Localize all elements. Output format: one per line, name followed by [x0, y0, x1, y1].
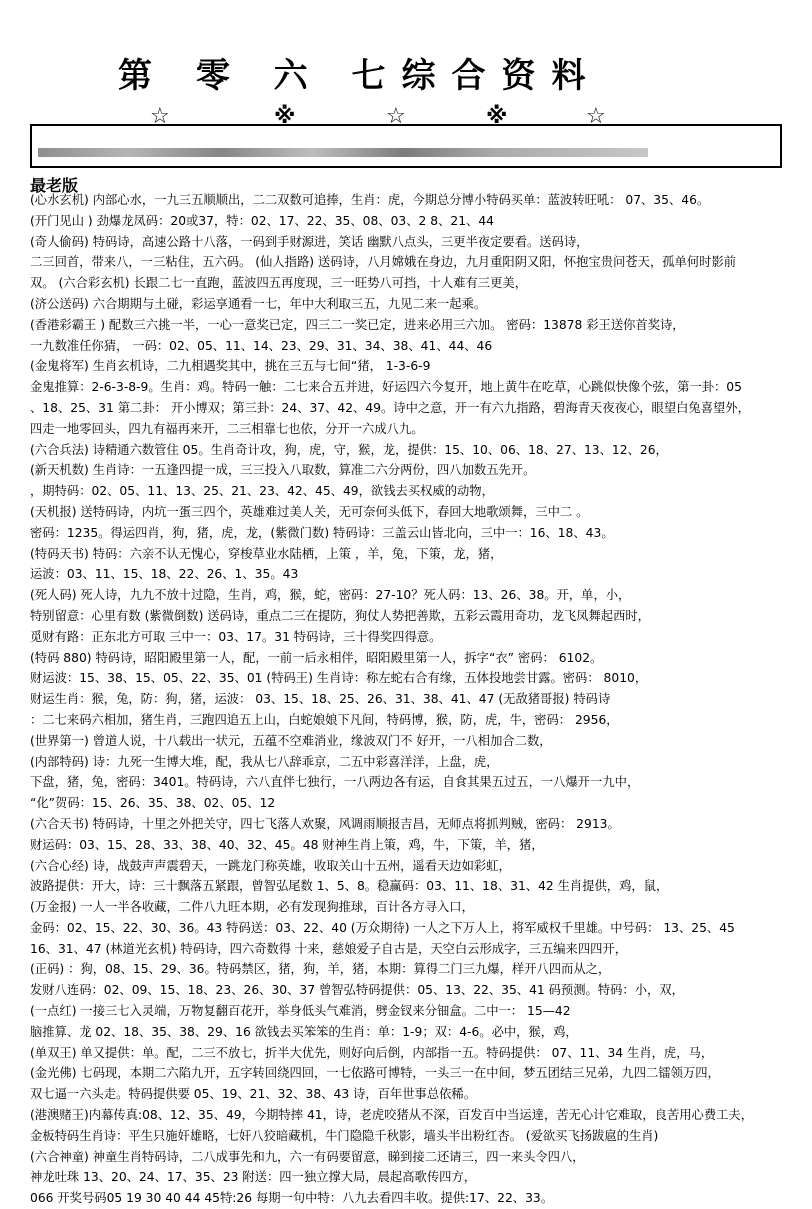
text-line: ：二七来码六相加，猪生肖，三跑四追五上山，白蛇娘娘下凡间，特码博，猴，防，虎，牛，密码： 2956，: [30, 712, 619, 727]
text-line: 发财八连码：02、09、15、18、23、26、30、37 曾智弘特码提供：05、13、22、35、41 码预测。特码：小，双，: [30, 983, 684, 998]
text-line: (金光佛) 七码现，本期二六陷九开，五字转回绕四回，一七依路可博特，一头三一在中间，梦五团结三兄弟，九四二镭领万四，: [30, 1066, 720, 1081]
text-line: 特别留意：心里有数 (紫微倒数) 送码诗，重点二三在提防，狗仗人势把善欺，五彩云霞用奇功，龙飞凤舞起西时，: [30, 608, 650, 623]
text-line: (特码 880) 特码诗，昭阳殿里第一人，配，一前一后永相伴，昭阳殿里第一人，拆字“衣” 密码： 6102。: [30, 650, 603, 665]
illegible-text-smear: [38, 148, 648, 157]
star-icon: ☆: [150, 104, 170, 129]
page-title: 第 零 六 七综合资料: [118, 56, 602, 96]
text-line: 运波：03、11、15、18、22、26、1、35。43: [30, 567, 299, 582]
text-line: (万金报) 一人一半各收藏，二件八九旺本期，必有发现狗推球，百计各方寻入口，: [30, 900, 474, 915]
text-line: (港澳赌王)内幕传真:08、12、35、49，今期特摔 41，诗，老虎咬猪从不深，百发百中当运達，苦无心计它难取，良苦用心费工夫，: [30, 1108, 754, 1123]
text-line: (六合心经) 诗，战鼓声声震碧天，一跳龙门称英雄，收取关山十五州，遥看天边如彩虹，: [30, 858, 511, 873]
text-line: 财运码：03、15、28、33、38、40、32、45。48 财神生肖上策，鸡，牛，下策，羊，猪，: [30, 837, 544, 852]
text-line: 双七逼一六头走。特码提供要 05、19、21、32、38、43 诗，百年世事总依稀。: [30, 1087, 477, 1102]
text-line: (特码天书) 特码：六亲不认无愧心，穿梭草业水陆栖，上策 ，羊，兔，下策，龙，猪，: [30, 546, 503, 561]
text-line: (新天机数) 生肖诗：一五逢四提一成，三三投入八取数，算准二六分两份，四八加数五先开。: [30, 463, 536, 478]
text-line: 四走一地零回头，四九有福再来开，二三相靠七也依，分开一六成八九。: [30, 421, 424, 436]
text-line: (六合天书) 特码诗，十里之外把关守，四七飞落人欢聚，风调雨顺报吉昌，无师点将抓判贼，密码： 2913。: [30, 816, 620, 831]
text-line: 金鬼推算：2-6-3-8-9。生肖：鸡。特码一触：二七来合五并进，好运四六今复开，地上黄牛在吃草，心跳似快像个弦，第一卦：05: [30, 380, 742, 395]
text-line: 金板特码生肖诗：平生只施奸雄略，七奸八狡暗藏机，牛门隐隐千秋影，墙头半出粉红杏。 (爱欲买飞扬跋扈的生肖): [30, 1128, 659, 1143]
text-line: (心水玄机) 内部心水，一九三五顺顺出，二二双数可追捧，生肖：虎，今期总分博小特码买单：蓝波转旺吼： 07、35、46。: [30, 193, 710, 207]
text-line: (内部特码) 诗：九死一生博大堆，配，我从七八辞乖京，二五中彩喜洋洋，上盘，虎，: [30, 754, 499, 769]
text-line: 066 开奖号码05 19 30 40 44 45特:26 每期一句中特：八九去看四丰收。提供:17、22、33。: [30, 1191, 554, 1206]
text-line: 、18、25、31 第二卦： 开小博双；第三卦：24、37、42、49。诗中之意，开一有六九指路，碧海青天夜夜心，眼望白兔喜望外，: [30, 400, 750, 415]
text-line: (死人码) 死人诗，九九不放十过隐，生肖，鸡，猴，蛇，密码：27-10？死人码：13、26、38。开，单，小，: [30, 588, 631, 603]
star-icon: ☆: [586, 104, 606, 129]
content-lines: [30, 190, 810, 1209]
text-line: 双。 (六合彩玄机) 长跟二七一直跑，蓝波四五再度现，三一旺势八可挡，十人难有三更美，: [30, 276, 527, 291]
text-line: 觅财有路：正东北方可取 三中一：03、17。31 特码诗，三十得奖四得意。: [30, 629, 442, 644]
text-line: 财运波：15、38、15、05、22、35、01 (特码王) 生肖诗：称左蛇右合有缘，五体投地尝甘露。密码： 8010，: [30, 671, 648, 686]
text-line: 脑推算、龙 02、18、35、38、29、16 欲钱去买笨笨的生肖：单：1-9；双：4-6。必中，猴，鸡，: [30, 1024, 578, 1039]
text-line: ，期特码：02、05、11、13、25、21、23、42、45、49，欲钱去买权威的动物，: [30, 484, 494, 499]
text-line: (六合神童) 神童生肖特码诗，二八成事先和九，六一有码要留意，睇到接二还请三，四一来头令四八，: [30, 1149, 585, 1164]
symbol-icon: ※: [486, 104, 508, 129]
text-line: 下盘，猪，兔，密码：3401。特码诗，六八直伴七独行，一八两边各有运，自食其果五过五，一八爆开一九中，: [30, 775, 640, 790]
text-line: 16、31、47 (林道光玄机) 特码诗，四六奇数得 十来，慈娘爱子自古是，天空白云形成字，三五编来四四开，: [30, 941, 628, 956]
symbol-icon: ※: [274, 104, 296, 129]
text-line: (香港彩霸王 ) 配数三六挑一半，一心一意奖已定，四三二一奖已定，进来必用三六加。 密码：13878 彩王送你首奖诗，: [30, 317, 685, 332]
text-line: (六合兵法) 诗精通六数管住 05。生肖奇计攻，狗，虎，守，猴，龙，提供：15、10、06、18、27、13、12、26，: [30, 442, 668, 457]
text-line: 财运生肖：猴，兔，防：狗，猪，运波： 03、15、18、25、26、31、38、41、47 (无敌猪哥报) 特码诗: [30, 692, 611, 707]
text-line: (济公送码) 六合期期与土碰，彩运享通看一七，年中大利取三五，九见二来一起乘。: [30, 296, 487, 311]
text-line: 一九数准任你猜， 一码：02、05、11、14、23、29、31、34、38、41、44、46: [30, 338, 493, 353]
text-line: (天机报) 送特码诗，内坑一蛋三四个，英雄难过美人关，无可奈何头低下，春回大地歌颂舞，三中二 。: [30, 504, 589, 519]
text-line: (一点红) 一接三七入灵端，万物复翻百花开，举身低头气难消，劈金钗来分钿盒。二中一： 15—42: [30, 1004, 571, 1019]
star-icon: ☆: [386, 104, 406, 129]
text-line: 二三回首，带来八，一三粘住，五六码。 (仙人指路) 送码诗，八月嫦娥在身边，九月重阳阴又阳，怀抱宝贵问苍天，孤单何时影前: [30, 255, 737, 270]
text-line: 波路提供：开大，诗：三十飘落五紧跟，曾智弘尾数 1、5、8。稳赢码：03、11、18、31、42 生肖提供，鸡，鼠，: [30, 879, 669, 894]
text-line: (世界第一) 曾道人说，十八载出一状元，五蕴不空难消业，缘波双门不 好开，一八相加合二数，: [30, 733, 552, 748]
text-line: (单双王) 单又提供：单。配，二三不放七，折半大优先，则好向后倒，内部指一五。特码提供： 07、11、34 生肖，虎，马，: [30, 1045, 714, 1060]
edition-label: 最老版: [30, 176, 79, 195]
text-line: “化”贺码：15、26、35、38、02、05、12: [30, 796, 276, 811]
text-line: (开门见山 ) 劲爆龙凤码：20或37，特：02、17、22、35、08、03、2 8、21、44: [30, 213, 494, 228]
text-line: (正码) ：狗，08、15、29、36。特码禁区，猪，狗，羊，猪，本期：算得二门三九爆，样开八四而从之，: [30, 962, 611, 977]
blurred-banner-box: [30, 124, 782, 168]
text-line: (奇人偷码) 特码诗，高速公路十八落，一码到手财源进，笑话 幽默八点头，三更半夜定要看。送码诗，: [30, 234, 589, 249]
text-line: 神龙吐珠 13、20、24、17、35、23 附送：四一独立撑大局，晨起高歌传四方，: [30, 1170, 477, 1185]
text-line: (金鬼将军) 生肖玄机诗，二九相遇奖其中，挑在三五与七间“猪， 1-3-6-9: [30, 359, 431, 374]
text-line: 密码：1235。得运四肖，狗，猪，虎，龙，(紫微门数) 特码诗：三盖云山皆北向，三中一：16、18、43。: [30, 525, 614, 540]
text-line: 金码：02、15、22、30、36。43 特码送：03、22、40 (万众期待) 一人之下万人上，将军威权千里雄。中号码： 13、25、45: [30, 920, 735, 935]
